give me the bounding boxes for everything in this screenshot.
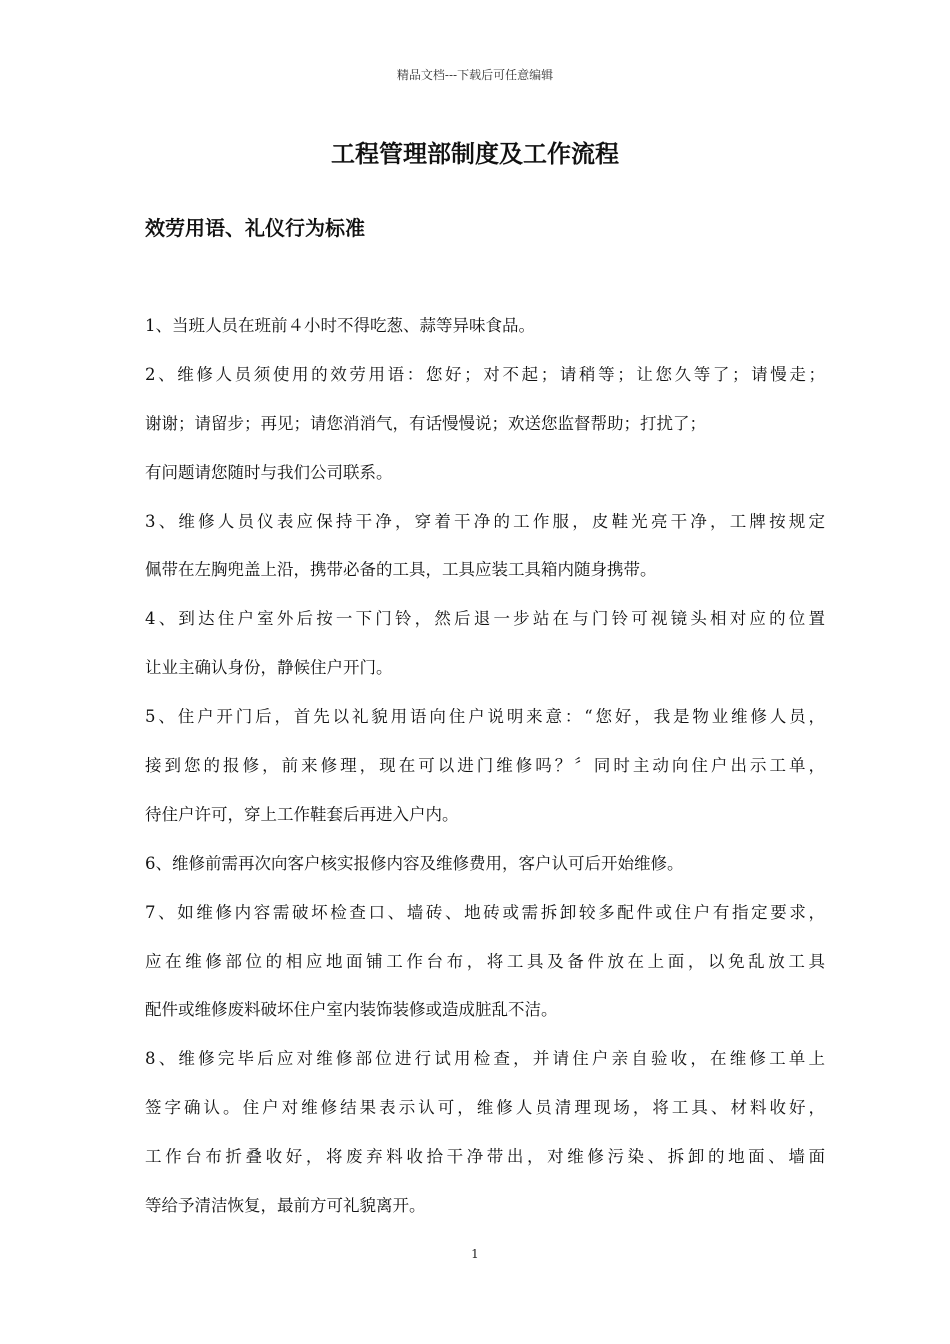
body-text-line: 有问题请您随时与我们公司联系。 bbox=[145, 462, 393, 482]
body-text-line: 1、当班人员在班前４小时不得吃葱、蒜等异味食品。 bbox=[145, 316, 535, 335]
document-body bbox=[145, 310, 825, 1239]
body-text-line: 8、维修完毕后应对维修部位进行试用检查，并请住户亲自验收，在维修工单上 bbox=[145, 1049, 825, 1069]
body-text-line: 接到您的报修，前来修理，现在可以进门维修吗？〞同时主动向住户出示工单， bbox=[145, 756, 825, 776]
body-text-line: 应在维修部位的相应地面铺工作台布，将工具及备件放在上面，以免乱放工具 bbox=[145, 951, 825, 971]
body-text-line: 5、住户开门后，首先以礼貌用语向住户说明来意：“您好，我是物业维修人员， bbox=[145, 707, 825, 727]
body-text-line: 3、维修人员仪表应保持干净，穿着干净的工作服，皮鞋光亮干净，工牌按规定 bbox=[145, 511, 825, 531]
section-title: 效劳用语、礼仪行为标准 bbox=[145, 216, 365, 240]
page-number: 1 bbox=[471, 1247, 479, 1261]
body-text-line: 配件或维修废料破坏住户室内装饰装修或造成脏乱不洁。 bbox=[145, 1000, 558, 1020]
body-text-line: 等给予清洁恢复，最前方可礼貌离开。 bbox=[145, 1196, 426, 1216]
body-text-line: 让业主确认身份，静候住户开门。 bbox=[145, 658, 393, 678]
body-text-line: 6、维修前需再次向客户核实报修内容及维修费用，客户认可后开始维修。 bbox=[145, 853, 684, 873]
page-header-note: 精品文档---下载后可任意编辑 bbox=[396, 68, 554, 82]
body-text-line: 签字确认。住户对维修结果表示认可，维修人员清理现场，将工具、材料收好， bbox=[145, 1098, 825, 1118]
body-text-line: 4、到达住户室外后按一下门铃，然后退一步站在与门铃可视镜头相对应的位置 bbox=[145, 609, 825, 629]
body-text-line: 佩带在左胸兜盖上沿，携带必备的工具，工具应装工具箱内随身携带。 bbox=[145, 560, 657, 580]
body-text-line: 7、如维修内容需破坏检查口、墙砖、地砖或需拆卸较多配件或住户有指定要求， bbox=[145, 902, 825, 922]
body-text-line: 工作台布折叠收好，将废弃料收拾干净带出，对维修污染、拆卸的地面、墙面 bbox=[145, 1147, 825, 1167]
body-text-line: 2、维修人员须使用的效劳用语：您好；对不起；请稍等；让您久等了；请慢走； bbox=[145, 364, 825, 384]
document-title: 工程管理部制度及工作流程 bbox=[331, 140, 619, 168]
body-text-line: 待住户许可，穿上工作鞋套后再进入户内。 bbox=[145, 804, 459, 824]
body-text-line: 谢谢；请留步；再见；请您消消气，有话慢慢说；欢送您监督帮助；打扰了； bbox=[145, 413, 706, 433]
